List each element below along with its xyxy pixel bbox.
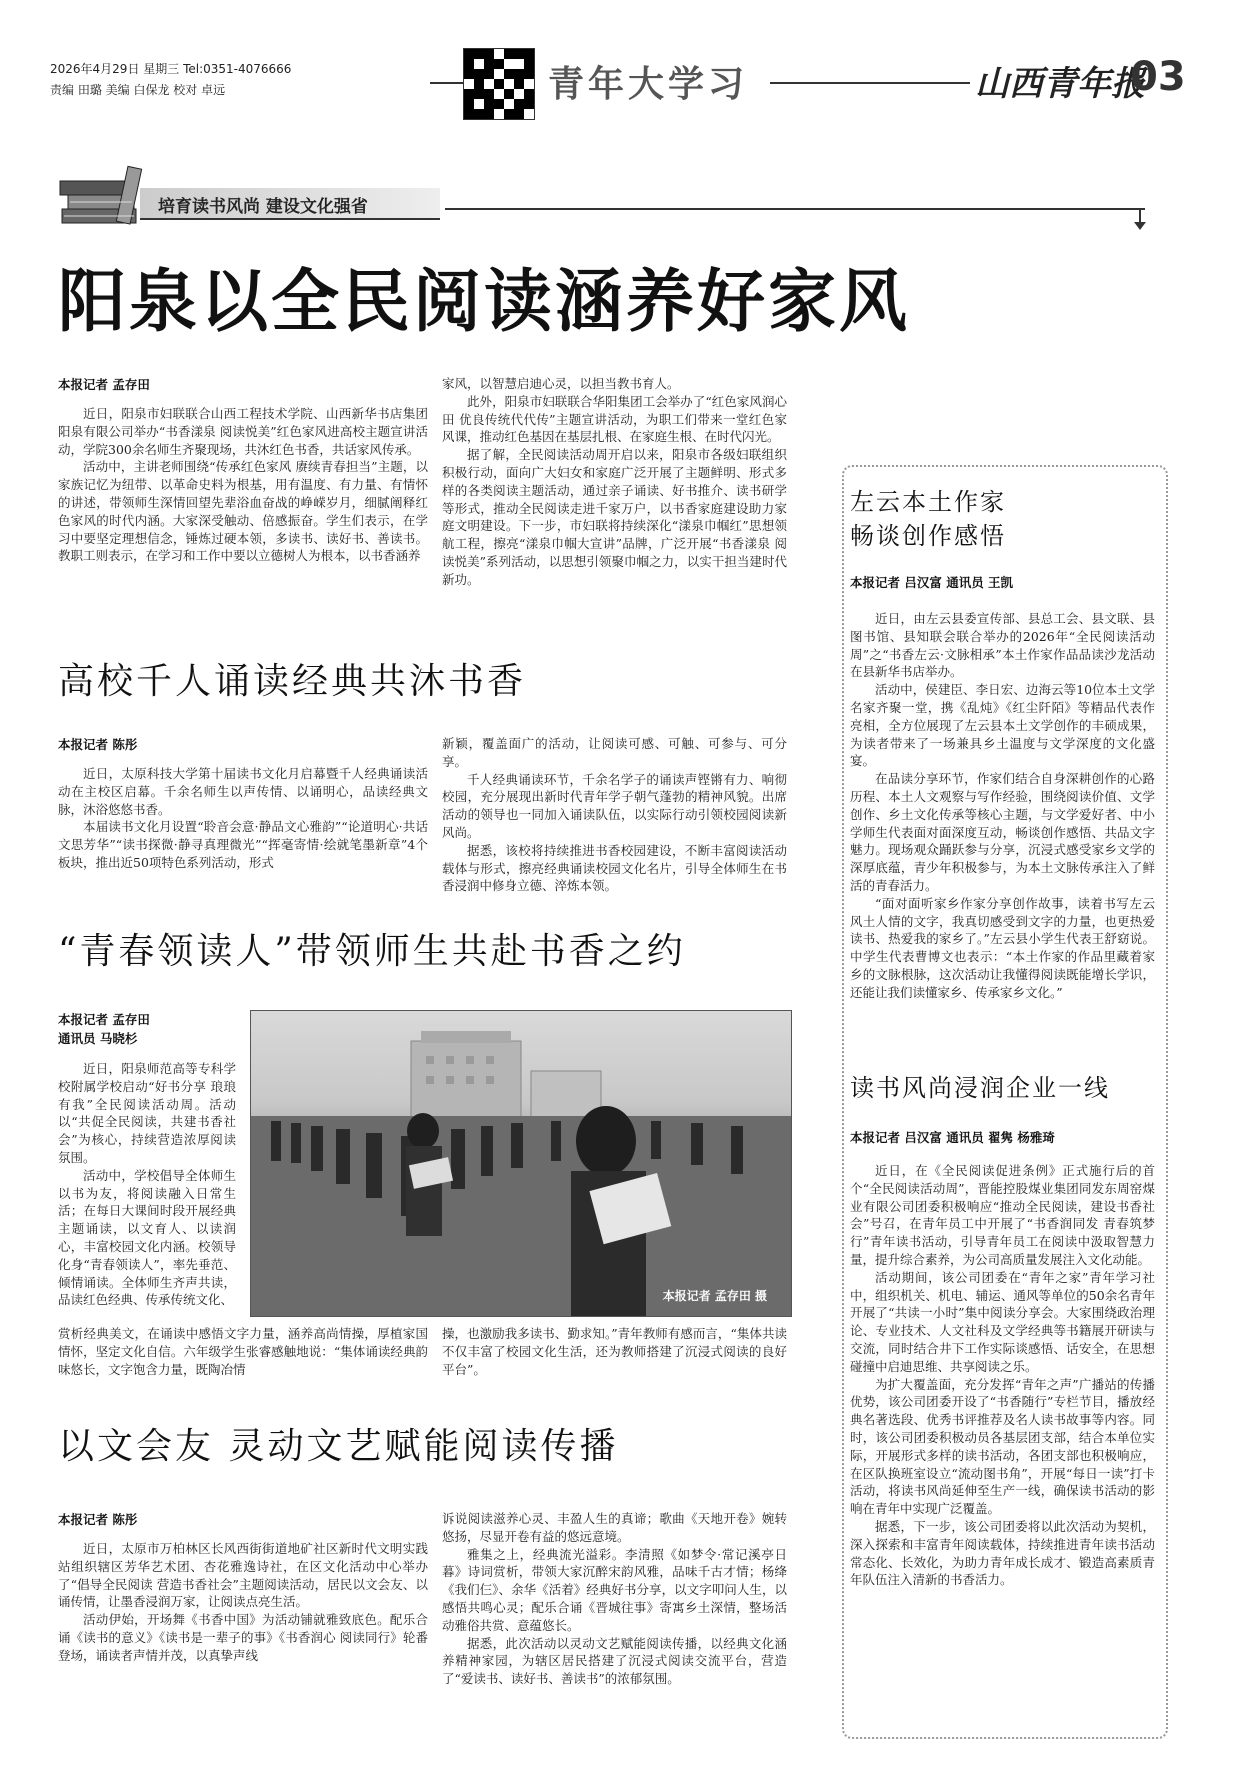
sidebar2-para: 据悉，下一步，该公司团委将以此次活动为契机，深入探索和丰富青年阅读载体，持续推进青年读书活动常态化、长效化，为助力青年成长成才、锻造高素质青年队伍注入清新的书香活力。 [850,1518,1155,1588]
article1-col2 [442,375,787,589]
article3-side-para: 近日，阳泉师范高等专科学校附属学校启动“好书分享 琅琅有我”全民阅读活动周。活动以“共促全民阅读，共建书香社会”为核心，持续营造浓厚阅读氛围。 [58,1061,236,1165]
article4-col2-para: 雅集之上，经典流光溢彩。李清照《如梦令·常记溪亭日暮》诗词赏析，带领大家沉醉宋韵风雅，品味千古才情；杨绛《我们仨》、余华《活着》经典好书分享，以文字叩问人生，以感悟共鸣心灵；配乐合诵《晋城往事》寄寓乡土深情，整场活动雅俗共赏、意蕴悠长。 [442,1546,787,1633]
section-kicker: 培育读书风尚 建设文化强省 [158,197,368,217]
article3-byline-correspondent: 通讯员 马晓杉 [58,1031,138,1046]
article1-title: 阳泉以全民阅读涵养好家风 [58,262,911,342]
staff-line: 责编 田璐 美编 白保龙 校对 卓远 [50,83,226,97]
article2-col2-para: 千人经典诵读环节，千余名学子的诵读声铿锵有力、响彻校园，充分展现出新时代青年学子朝气蓬勃的精神风貌。出席活动的领导也一同加入诵读队伍，以实际行动引领校园阅读新风尚。 [442,771,787,840]
sidebar1-para: “面对面听家乡作家分享创作故事，读着书写左云风土人情的文字，我真切感受到文字的力量，也更热爱读书、热爱我的家乡了。”左云县小学生代表王舒窈说。中学生代表曹博文也表示：“本土作家的作品里藏着家乡的文脉根脉，这次活动让我懂得阅读既能增长学识，还能让我们读懂家乡、传承家乡文化。” [850,895,1155,1000]
article3-side-para: 活动中，学校倡导全体师生以书为友，将阅读融入日常生活；在每日大课间时段开展经典主题诵读，以文育人、以读润心，丰富校园文化内涵。校领导化身“青春领读人”，率先垂范、倾情诵读。全体师生齐声共读，品读红色经典、传承传统文化、 [58,1167,236,1308]
date-line: 2026年4月29日 星期三 Tel:0351-4076666 [50,62,292,76]
article4-col1-para: 近日，太原市万柏林区长风西街街道地矿社区新时代文明实践站组织辖区芳华艺术团、杏花雅逸诗社，在区文化活动中心举办了“倡导全民阅读 营造书香社会”主题阅读活动，居民以文会友、以诵传情，让墨香浸润万家，让阅读点亮生活。 [58,1541,428,1610]
article2-byline: 本报记者 陈彤 [58,737,138,752]
article2-col1-para: 本届读书文化月设置“聆音会意·静品文心雅韵”“论道明心·共话文思芳华”“读书探微·静寻真理微光”“挥毫寄情·绘就笔墨新章”4个板块，推出近50项特色系列活动，形式 [58,819,428,870]
students-reading-photo[interactable] [250,1010,792,1317]
sidebar2-para: 近日，在《全民阅读促进条例》正式施行后的首个“全民阅读活动周”，晋能控股煤业集团同发东周窑煤业有限公司团委积极响应“推动全民阅读，建设书香社会”号召，在青年员工中开展了“书香润同发 青春筑梦行”青年读书活动，引导青年员工在阅读中汲取智慧力量，提升综合素养，为公司高质量发展注入文化动能。 [850,1163,1155,1267]
sidebar1-title-line2: 畅谈创作感悟 [850,522,1006,550]
article3-below-col2 [442,1325,787,1378]
article2-col1-para: 近日，太原科技大学第十届读书文化月启幕暨千人经典诵读活动在主校区启幕。千余名师生以声传情、以诵明心，品读经典文脉，沐浴悠悠书香。 [58,766,428,817]
article3-side-text [58,1060,236,1309]
books-icon [58,165,148,240]
column-name: 青年大学习 [548,63,749,105]
article2-col2-lead: 新颖，覆盖面广的活动，让阅读可感、可触、可参与、可分享。 [442,736,787,769]
article3-title: “青春领读人”带领师生共赴书香之约 [58,931,686,972]
page-number: 03 [1130,54,1186,100]
article4-col2-lead: 诉说阅读滋养心灵、丰盈人生的真谛；歌曲《天地开卷》婉转悠扬，尽显开卷有益的悠远意境。 [442,1511,787,1544]
article1-byline: 本报记者 孟存田 [58,377,150,392]
article2-col2 [442,735,787,895]
article3-below-col1-text: 赏析经典美文，在诵读中感悟文字力量，涵养高尚情操，厚植家国情怀，坚定文化自信。六年级学生张睿感触地说：“集体诵读经典韵味悠长，文字饱含力量，既陶冶情 [58,1326,428,1377]
photo-illustration [251,1011,791,1316]
arrow-down-icon [1134,222,1146,230]
header-rule-right [770,82,970,84]
article4-byline: 本报记者 陈彤 [58,1512,138,1527]
article2-col1 [58,765,428,872]
article3-byline-reporter: 本报记者 孟存田 [58,1012,150,1027]
article4-col2 [442,1510,787,1688]
article2-col2-para: 据悉，该校将持续推进书香校园建设，不断丰富阅读活动载体与形式，擦亮经典诵读校园文化名片，引导全体师生在书香浸润中修身立德、淬炼本领。 [442,842,787,894]
sidebar1-para: 在品读分享环节，作家们结合自身深耕创作的心路历程、本土人文观察与写作经验，围绕阅读价值、文学创作、乡土文化传承等核心主题，与文学爱好者、中小学师生代表面对面深度互动，畅谈创作感悟、共品文字魅力。现场观众踊跃参与分享，沉浸式感受家乡文学的深厚底蕴，青少年积极参与，为本土文脉传承注入了鲜活的青春活力。 [850,771,1155,893]
sidebar2-body [850,1162,1155,1589]
article3-below-col1 [58,1325,428,1378]
article1-col1 [58,405,428,565]
sidebar2-para: 为扩大覆盖面，充分发挥“青年之声”广播站的传播优势，该公司团委开设了“书香随行”专栏节目，播放经典名著选段、优秀书评推荐及名人读书故事等内容。同时，该公司团委积极动员各基层团支部，结合本单位实际，开展形式多样的读书活动，各团支部也积极响应，在区队换班室设立“流动图书角”，开展“每日一读”打卡活动，将读书风尚延伸至生产一线，确保读书活动的影响在青年中实现广泛覆盖。 [850,1376,1155,1517]
article1-col2-para: 据了解，全民阅读活动周开启以来，阳泉市各级妇联组织积极行动，面向广大妇女和家庭广泛开展了主题鲜明、形式多样的各类阅读主题活动，通过亲子诵读、好书推介、读书研学等形式，推动全民阅读走进千家万户，以书香家庭建设助力家庭文明建设。下一步，市妇联将持续深化“漾泉巾帼红”思想领航工程，擦亮“漾泉巾帼大宣讲”品牌，广泛开展“书香漾泉 阅读悦美”系列活动，以思想引领聚巾帼之力，以实干担当建时代新功。 [442,447,787,587]
sidebar2-byline: 本报记者 吕汉富 通讯员 翟隽 杨雅琦 [850,1130,1055,1145]
sidebar1-title-line1: 左云本土作家 [850,488,1006,516]
article1-col2-para: 此外，阳泉市妇联联合华阳集团工会举办了“红色家风润心田 优良传统代代传”主题宣讲活动，为职工们带来一堂红色家风课，推动红色基因在基层扎根、在家庭生根、在时代闪光。 [442,393,787,445]
article4-title: 以文会友 灵动文艺赋能阅读传播 [58,1426,619,1467]
paper-name: 山西青年报 [975,64,1145,104]
sidebar1-para: 近日，由左云县委宣传部、县总工会、县文联、县图书馆、县知联会联合举办的2026年“全民阅读活动周”之“书香左云·文脉相承”本土作家作品品读沙龙活动在县新华书店举办。 [850,611,1155,680]
sidebar1-byline: 本报记者 吕汉富 通讯员 王凯 [850,575,1014,590]
article1-col2-lead: 家风，以智慧启迪心灵，以担当教书育人。 [442,376,680,391]
article2-title: 高校千人诵读经典共沐书香 [58,661,527,702]
sidebar1-body [850,610,1155,1002]
kicker-rule [445,208,1145,210]
article1-col1-para: 活动中，主讲老师围绕“传承红色家风 赓续青春担当”主题，以家族记忆为纽带、以革命史料为根基，用有温度、有力量、有情怀的讲述，带领师生深情回望先辈浴血奋战的峥嵘岁月，细腻阐释红色家风的时代内涵。大家深受触动、倍感振奋。学生们表示，在学习中要坚定理想信念，锤炼过硬本领，多读书、读好书、善读书。教职工则表示，在学习和工作中要以立德树人为根本，以书香涵养 [58,459,428,564]
qr-code-icon[interactable] [463,48,535,120]
article4-col1-para: 活动伊始，开场舞《书香中国》为活动铺就雅致底色。配乐合诵《读书的意义》《读书是一辈子的事》《书香润心 阅读同行》轮番登场，诵读者声情并茂，以真挚声线 [58,1612,428,1663]
article3-below-col2-text: 操，也激励我多读书、勤求知。”青年教师有感而言，“集体共读不仅丰富了校园文化生活，还为教师搭建了沉浸式阅读的良好平台”。 [442,1326,787,1377]
article1-col1-para: 近日，阳泉市妇联联合山西工程技术学院、山西新华书店集团阳泉有限公司举办“书香漾泉 阅读悦美”红色家风进高校主题宣讲活动，学院300余名师生齐聚现场，共沐红色书香，共话家风传承。 [58,406,428,457]
sidebar2-title: 读书风尚浸润企业一线 [850,1074,1110,1102]
sidebar1-para: 活动中，侯建臣、李日宏、边海云等10位本土文学名家齐聚一堂，携《乱炖》《红尘阡陌》等精品代表作亮相，全方位展现了左云县本土文学创作的丰硕成果，为读者带来了一场兼具乡土温度与文学深度的文化盛宴。 [850,682,1155,769]
photo-credit: 本报记者 孟存田 摄 [662,1289,767,1303]
article4-col1 [58,1540,428,1665]
article4-col2-para: 据悉，此次活动以灵动文艺赋能阅读传播，以经典文化涵养精神家园，为辖区居民搭建了沉浸式阅读交流平台，营造了“爱读书、读好书、善读书”的浓郁氛围。 [442,1635,787,1687]
sidebar2-para: 活动期间，该公司团委在“青年之家”青年学习社中，组织机关、机电、辅运、通风等单位的50余名青年开展了“共读一小时”集中阅读分享会。大家围绕政治理论、专业技术、人文社科及文学经典等书籍展开研读与交流，同时结合井下工作实际谈感悟、话安全，在思想碰撞中启迪思维、共享阅读之乐。 [850,1269,1155,1374]
